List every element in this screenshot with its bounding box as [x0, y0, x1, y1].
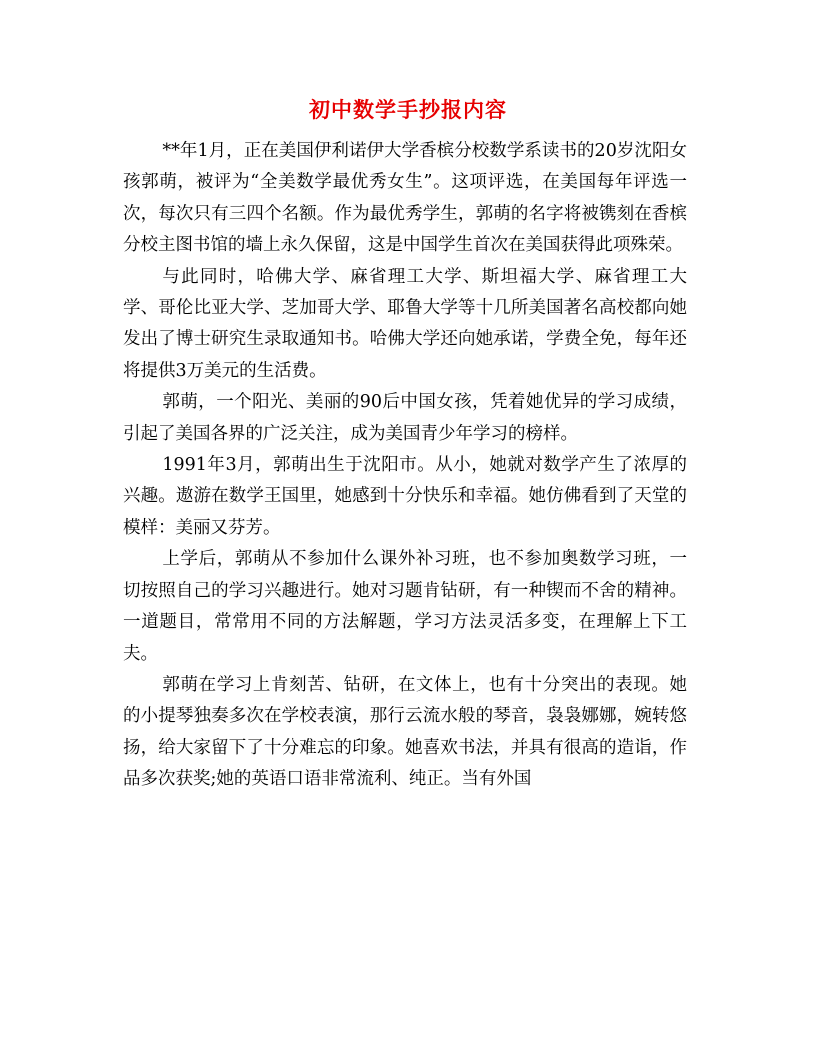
paragraph-1: **年1月，正在美国伊利诺伊大学香槟分校数学系读书的20岁沈阳女孩郭萌，被评为“全美数学最优秀女生”。这项评选，在美国每年评选一次，每次只有三四个名额。作为最优秀学生，郭萌的名字将被镌刻在香槟分校主图书馆的墙上永久保留，这是中国学生首次在美国获得此项殊荣。 — [123, 141, 687, 256]
page-title: 初中数学手抄报内容 — [309, 97, 507, 122]
paragraph-2: 与此同时，哈佛大学、麻省理工大学、斯坦福大学、麻省理工大学、哥伦比亚大学、芝加哥大学、耶鲁大学等十几所美国著名高校都向她发出了博士研究生录取通知书。哈佛大学还向她承诺，学费全免，每年还将提供3万美元的生活费。 — [123, 266, 687, 381]
paragraph-3: 郭萌，一个阳光、美丽的90后中国女孩，凭着她优异的学习成绩，引起了美国各界的广泛关注，成为美国青少年学习的榜样。 — [123, 392, 687, 444]
paragraph-4: 1991年3月，郭萌出生于沈阳市。从小，她就对数学产生了浓厚的兴趣。遨游在数学王国里，她感到十分快乐和幸福。她仿佛看到了天堂的模样：美丽又芬芳。 — [123, 455, 687, 538]
document-body — [123, 136, 687, 796]
paragraph-6: 郭萌在学习上肯刻苦、钻研，在文体上，也有十分突出的表现。她的小提琴独奏多次在学校表演，那行云流水般的琴音，袅袅娜娜，婉转悠扬，给大家留下了十分难忘的印象。她喜欢书法，并具有很高的造诣，作品多次获奖;她的英语口语非常流利、纯正。当有外国 — [123, 674, 687, 790]
paragraph-5: 上学后，郭萌从不参加什么课外补习班，也不参加奥数学习班，一切按照自己的学习兴趣进行。她对习题肯钻研，有一种锲而不舍的精神。一道题目，常常用不同的方法解题，学习方法灵活多变，在理解上下工夫。 — [123, 549, 687, 664]
